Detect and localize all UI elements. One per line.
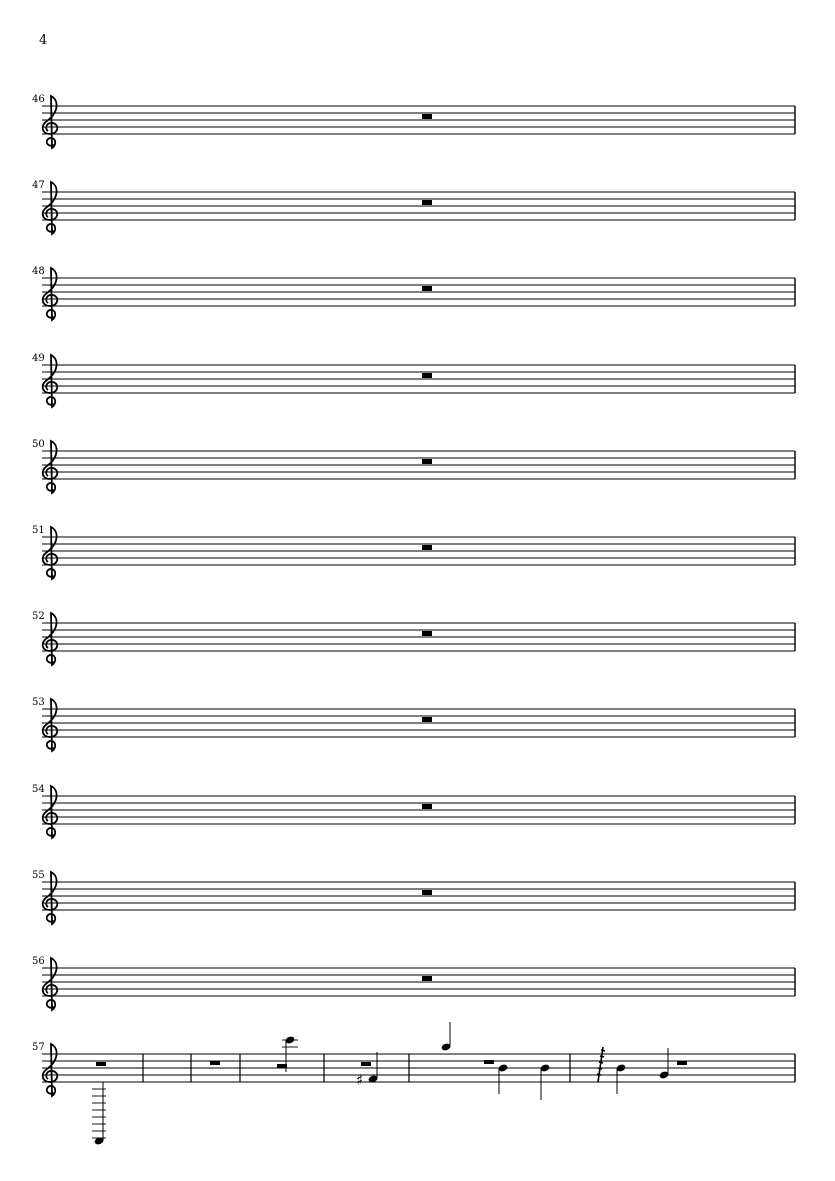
staff — [0, 449, 835, 509]
treble-clef-icon — [43, 355, 58, 407]
half-rest — [210, 1061, 220, 1065]
whole-rest — [422, 717, 432, 722]
treble-clef-icon — [43, 268, 58, 320]
measure-number: 53 — [32, 697, 45, 708]
measure-number: 50 — [32, 439, 45, 450]
measure-number: 55 — [32, 870, 45, 881]
whole-rest — [422, 804, 432, 809]
staff-system-54 — [0, 784, 835, 854]
whole-rest — [422, 976, 432, 981]
staff — [0, 707, 835, 767]
staff — [0, 794, 835, 854]
whole-rest — [422, 545, 432, 550]
measure-number: 47 — [32, 180, 45, 191]
staff-system-48 — [0, 266, 835, 336]
staff — [0, 190, 835, 250]
staff-system-52 — [0, 611, 835, 681]
treble-clef-icon — [43, 96, 58, 148]
staff — [0, 966, 835, 1026]
whole-rest — [422, 114, 432, 119]
staff-system-49 — [0, 353, 835, 423]
staff — [0, 1052, 835, 1152]
treble-clef-icon — [43, 613, 58, 665]
staff-system-57 — [0, 1042, 835, 1152]
measure-number: 57 — [32, 1042, 45, 1053]
half-rest — [677, 1061, 687, 1065]
treble-clef-icon — [43, 958, 58, 1010]
measure-number: 56 — [32, 956, 45, 967]
half-rest — [96, 1062, 106, 1066]
staff-system-46 — [0, 94, 835, 164]
treble-clef-icon — [43, 441, 58, 493]
staff-system-53 — [0, 697, 835, 767]
whole-rest — [422, 459, 432, 464]
page-number: 4 — [39, 33, 48, 48]
treble-clef-icon — [43, 699, 58, 751]
staff — [0, 535, 835, 595]
treble-clef-icon — [43, 786, 58, 838]
staff-system-51 — [0, 525, 835, 595]
staff-system-55 — [0, 870, 835, 940]
whole-rest — [422, 200, 432, 205]
whole-rest — [422, 373, 432, 378]
treble-clef-icon — [43, 872, 58, 924]
staff-system-47 — [0, 180, 835, 250]
treble-clef-icon — [43, 1044, 58, 1096]
treble-clef-icon — [43, 527, 58, 579]
whole-rest — [422, 890, 432, 895]
staff — [0, 880, 835, 940]
staff-system-50 — [0, 439, 835, 509]
ledger-lines — [92, 1089, 106, 1138]
whole-rest — [422, 286, 432, 291]
whole-rest — [422, 631, 432, 636]
treble-clef-icon — [43, 182, 58, 234]
staff — [0, 276, 835, 336]
staff — [0, 621, 835, 681]
half-rest — [484, 1060, 494, 1064]
half-rest — [361, 1062, 371, 1066]
measure-number: 49 — [32, 353, 45, 364]
staff-system-56 — [0, 956, 835, 1026]
grace-rest-icon — [597, 1047, 605, 1082]
measure-number: 54 — [32, 784, 45, 795]
measure-number: 51 — [32, 525, 45, 536]
sharp-icon: ♯ — [356, 1071, 364, 1089]
measure-number: 46 — [32, 94, 45, 105]
measure-number: 48 — [32, 266, 45, 277]
measure-number: 52 — [32, 611, 45, 622]
staff — [0, 363, 835, 423]
staff — [0, 104, 835, 164]
